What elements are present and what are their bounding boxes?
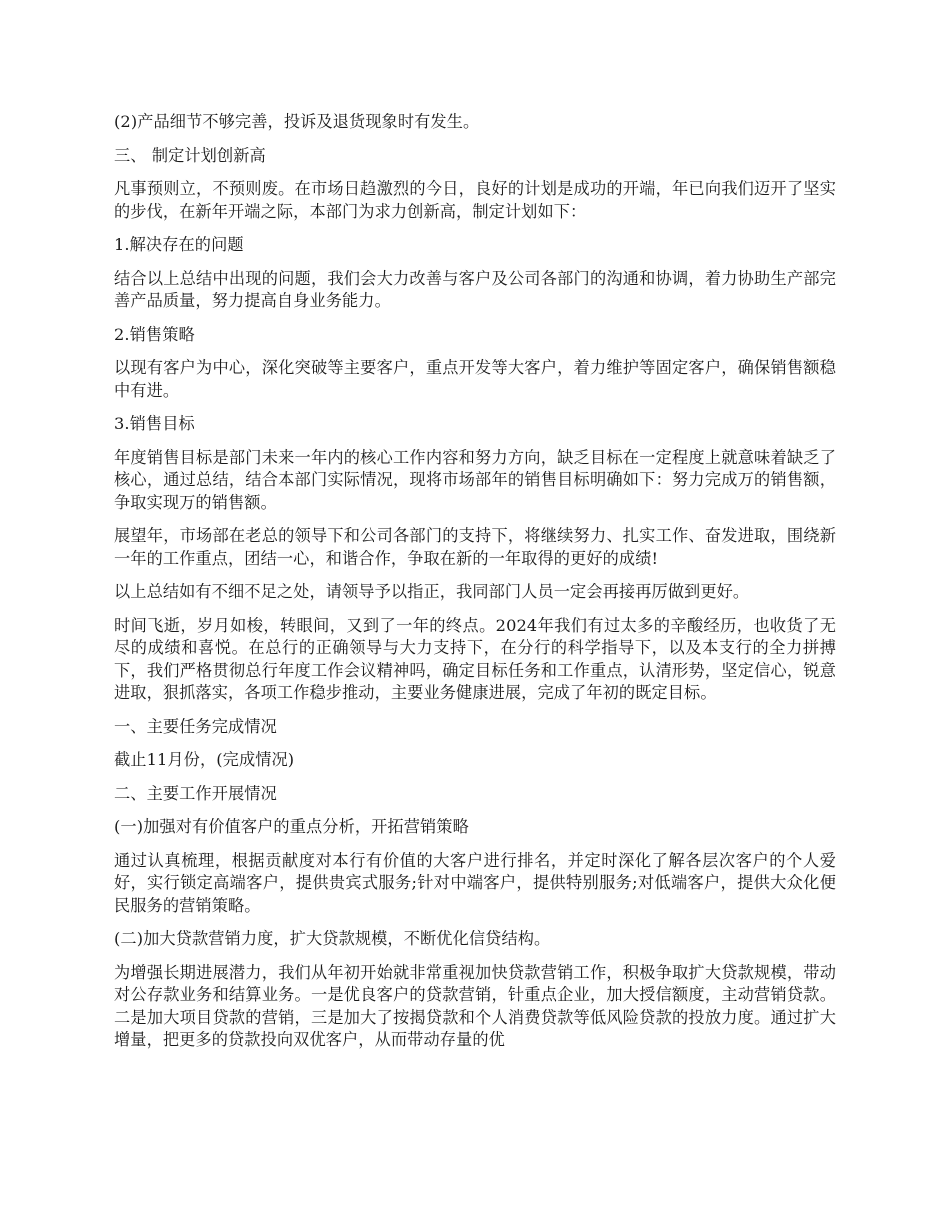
heading-loan-marketing: (二)加大贷款营销力度，扩大贷款规模，不断优化信贷结构。 [114,929,551,948]
paragraph-as-of-november: 截止11月份，(完成情况) [114,750,295,769]
heading-main-tasks: 一、主要任务完成情况 [114,716,277,736]
paragraph-loan-marketing: 为增强长期进展潜力，我们从年初开始就非常重视加快贷款营销工作，积极争取扩大贷款规模，带动对公存款业务和结算业务。一是优良客户的贷款营销，针重点企业，加大授信额度，主动营销贷款。二是加大项目贷款的营销，三是加大了按揭贷款和个人消费贷款等低风险贷款的投放力度。通过扩大增量，把更多的贷款投向双优客户，从而带动存量的优 [114,962,836,1049]
heading-sales-target: 3.销售目标 [114,414,195,433]
paragraph-year-review: 时间飞逝，岁月如梭，转眼间，又到了一年的终点。2024年我们有过太多的辛酸经历，也收货了无尽的成绩和喜悦。在总行的正确领导与大力支持下，在分行的科学指导下，以及本支行的全力拼搏下，我们严格贯彻总行年度工作会议精神吗，确定目标任务和工作重点，认清形势，坚定信心，锐意进取，狠抓落实，各项工作稳步推动，主要业务健康进展，完成了年初的既定目标。 [114,615,836,702]
paragraph-outlook: 展望年，市场部在老总的领导下和公司各部门的支持下，将继续努力、扎实工作、奋发进取，围绕新一年的工作重点，团结一心，和谐合作，争取在新的一年取得的更好的成绩! [114,526,836,568]
paragraph-defect-note: (2)产品细节不够完善，投诉及退货现象时有发生。 [114,112,480,131]
heading-solve-problems: 1.解决存在的问题 [114,235,244,254]
heading-section-three: 三、 制定计划创新高 [114,145,266,165]
paragraph-plan-intro: 凡事预则立，不预则废。在市场日趋激烈的今日，良好的计划是成功的开端，年已向我们迈开了坚实的步伐，在新年开端之际，本部门为求力创新高，制定计划如下： [114,179,836,221]
paragraph-closing: 以上总结如有不细不足之处，请领导予以指正，我同部门人员一定会再接再厉做到更好。 [114,582,750,601]
heading-customer-analysis: (一)加强对有价值客户的重点分析，开拓营销策略 [114,817,469,836]
paragraph-sales-strategy: 以现有客户为中心，深化突破等主要客户，重点开发等大客户，着力维护等固定客户，确保销售额稳中有进。 [114,358,836,400]
heading-sales-strategy: 2.销售策略 [114,324,195,344]
paragraph-customer-analysis: 通过认真梳理，根据贡献度对本行有价值的大客户进行排名，并定时深化了解各层次客户的个人爱好，实行锁定高端客户，提供贵宾式服务;针对中端客户，提供特别服务;对低端客户，提供大众化便民服务的营销策略。 [114,850,836,915]
paragraph-sales-target: 年度销售目标是部门未来一年内的核心工作内容和努力方向，缺乏目标在一定程度上就意味着缺乏了核心，通过总结，结合本部门实际情况，现将市场部年的销售目标明确如下：努力完成万的销售额，争取实现万的销售额。 [114,447,836,512]
document-page [114,111,836,1063]
paragraph-solve-problems: 结合以上总结中出现的问题，我们会大力改善与客户及公司各部门的沟通和协调，着力协助生产部完善产品质量，努力提高自身业务能力。 [114,268,836,310]
heading-main-work: 二、主要工作开展情况 [114,783,277,803]
